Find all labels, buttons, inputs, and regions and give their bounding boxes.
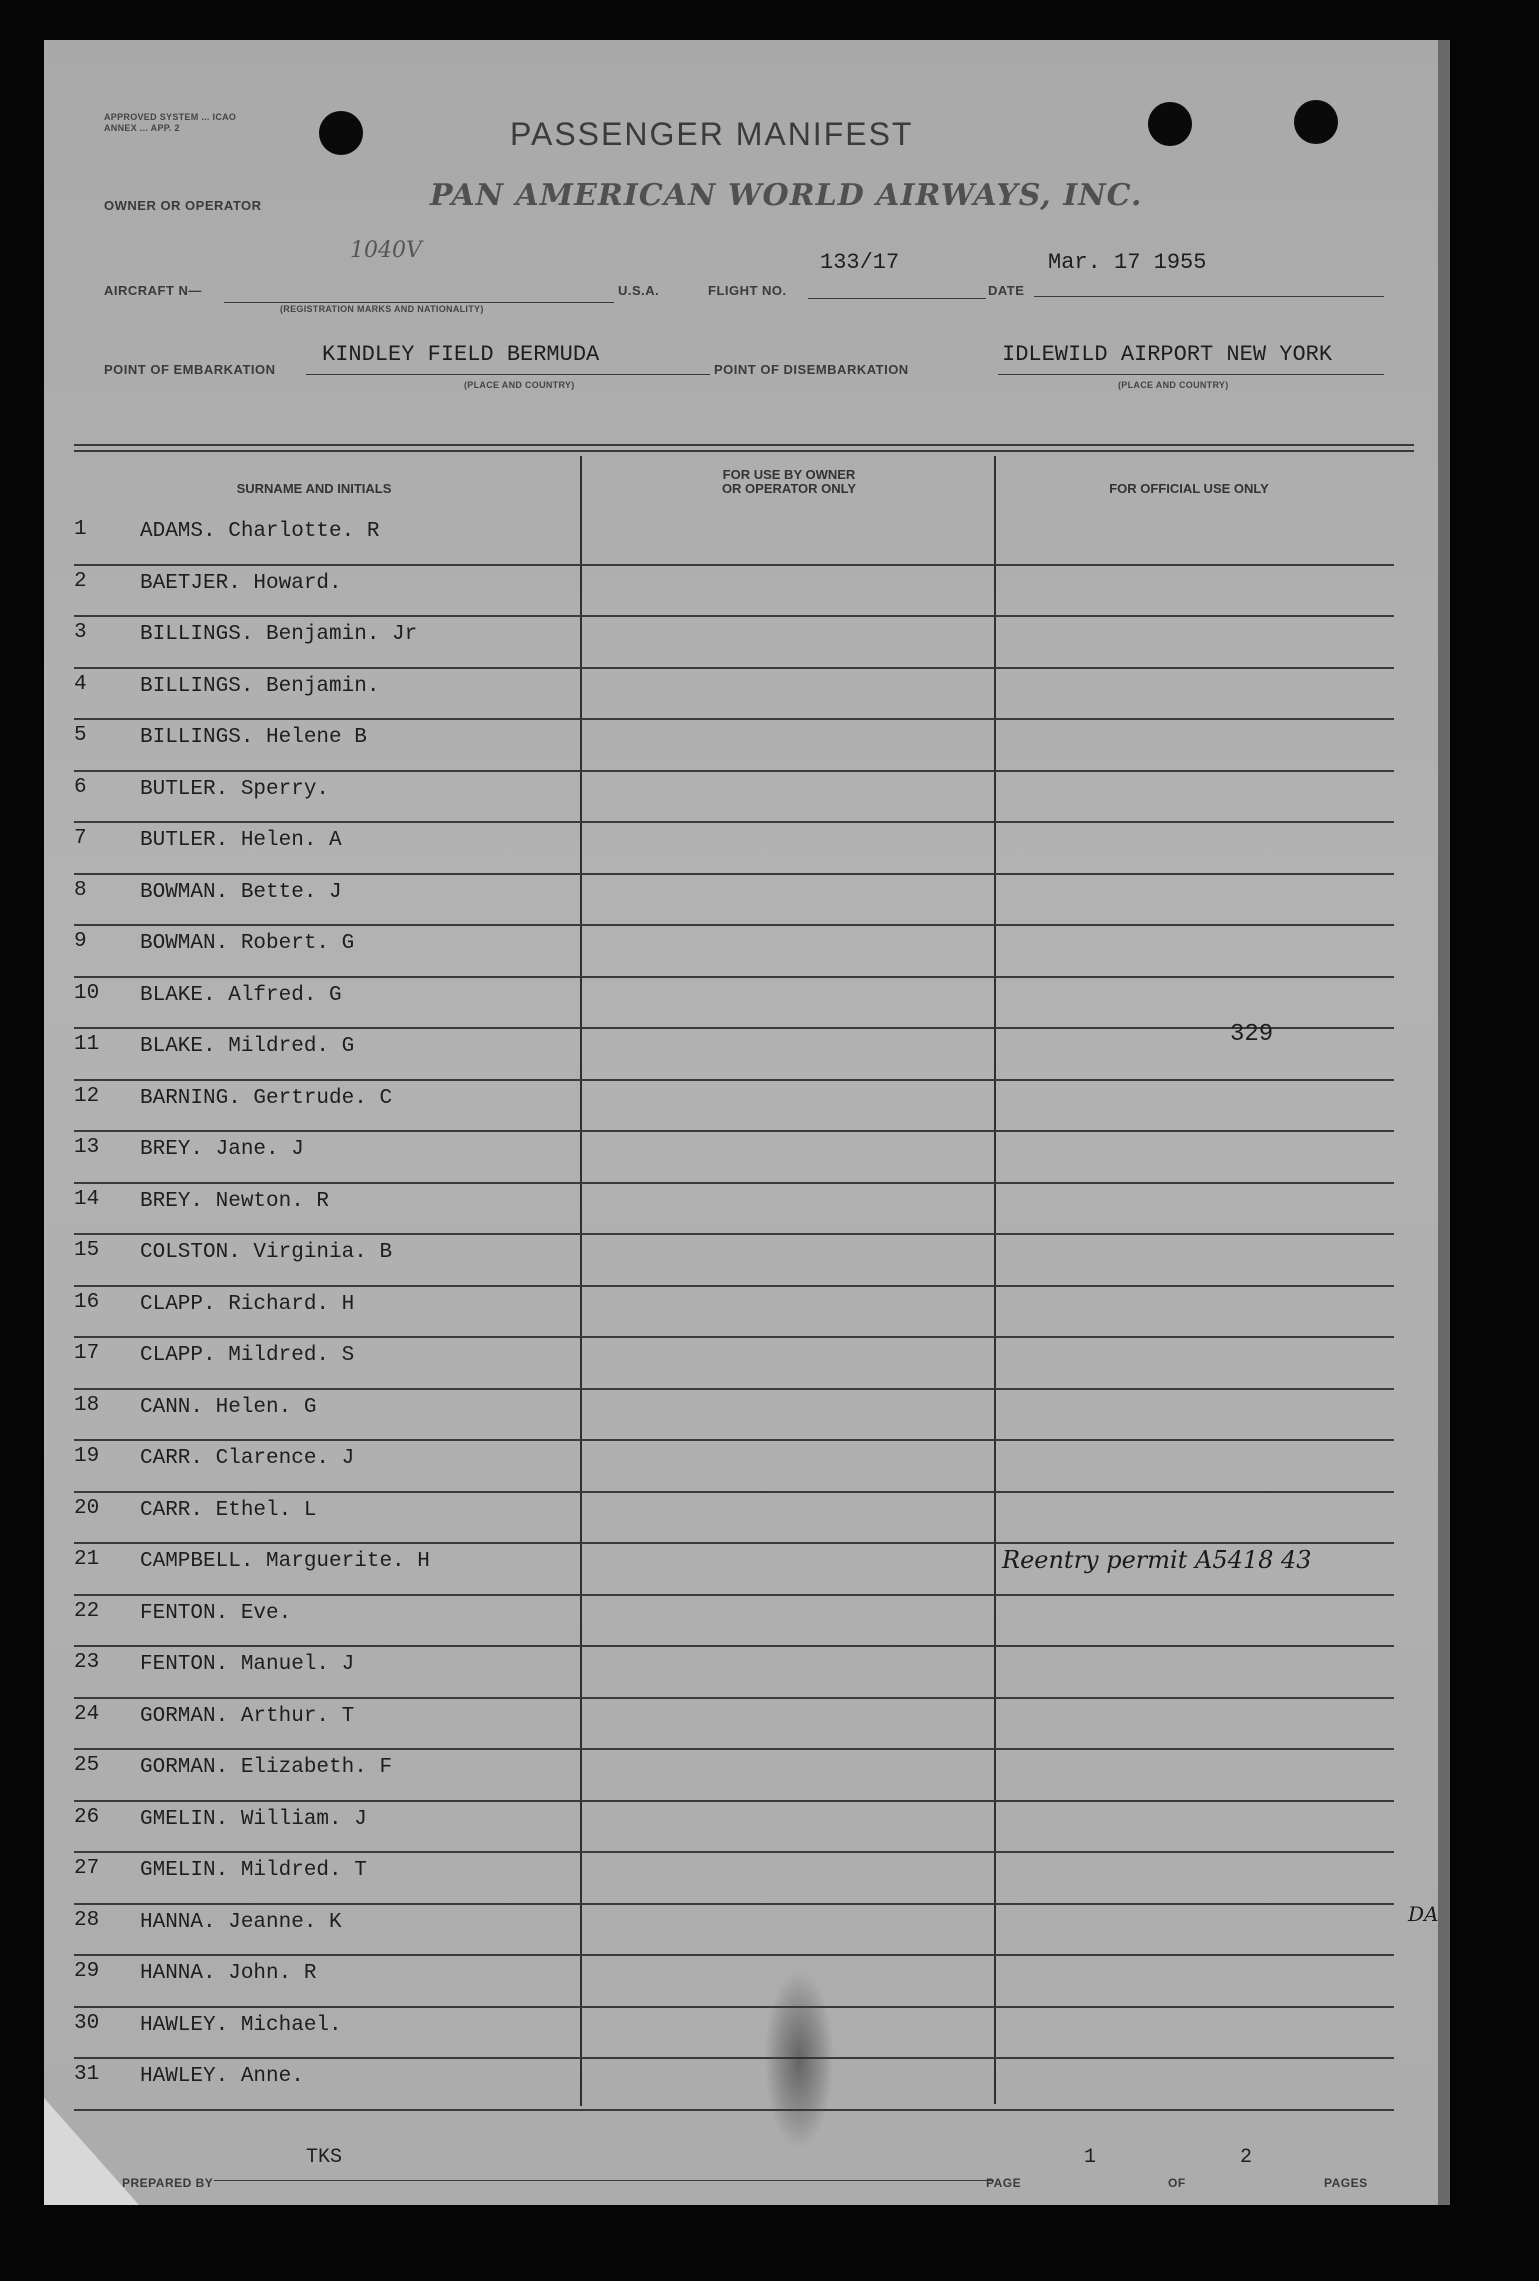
owner-label: OWNER OR OPERATOR (104, 198, 262, 213)
row-rule (74, 1748, 1394, 1750)
embark-note: (PLACE AND COUNTRY) (464, 380, 575, 390)
page-label: PAGE (986, 2176, 1022, 2190)
row-rule (74, 924, 1394, 926)
row-rule (74, 2057, 1394, 2059)
header-rule (74, 444, 1414, 446)
row-rule (74, 615, 1394, 617)
passenger-name: CLAPP. Richard. H (140, 1292, 355, 1316)
passenger-name: BLAKE. Mildred. G (140, 1035, 355, 1058)
row-rule (74, 1388, 1394, 1390)
aircraft-registration: 1040V (350, 238, 422, 263)
table-row (44, 1237, 1424, 1289)
row-number: 29 (74, 1960, 100, 1983)
table-row (44, 1392, 1424, 1444)
passenger-name: GMELIN. Mildred. T (140, 1859, 367, 1882)
row-number: 6 (74, 775, 87, 799)
passenger-name: BOWMAN. Robert. G (140, 932, 355, 955)
row-number: 24 (74, 1702, 100, 1726)
punch-hole (319, 111, 363, 155)
row-rule (74, 2006, 1394, 2008)
row-rule (74, 1542, 1394, 1544)
table-row (44, 2061, 1424, 2113)
row-number: 13 (74, 1136, 100, 1159)
table-row (44, 1752, 1424, 1804)
row-rule (74, 1439, 1394, 1441)
passenger-name: BILLINGS. Benjamin. Jr (140, 623, 418, 646)
official-use-header: FOR OFFICIAL USE ONLY (1109, 481, 1269, 496)
row-number: 15 (74, 1239, 100, 1262)
punch-hole (1148, 102, 1192, 146)
table-row (44, 774, 1424, 826)
row-number: 8 (74, 878, 87, 902)
of-label: OF (1168, 2176, 1186, 2190)
row-number: 10 (74, 981, 100, 1005)
table-row (44, 1134, 1424, 1186)
row-rule (74, 1233, 1394, 1235)
row-rule (74, 1697, 1394, 1699)
row-rule (74, 667, 1394, 669)
flight-number: 133/17 (820, 250, 900, 275)
passenger-name: BOWMAN. Bette. J (140, 880, 342, 904)
surname-header: SURNAME AND INITIALS (236, 481, 392, 496)
table-row (44, 1855, 1424, 1907)
registration-note: (REGISTRATION MARKS AND NATIONALITY) (280, 304, 484, 314)
row-number: 3 (74, 621, 87, 644)
table-row (44, 1443, 1424, 1495)
table-row (44, 1598, 1424, 1650)
disembark-label: POINT OF DISEMBARKATION (714, 362, 909, 377)
total-pages: 2 (1240, 2146, 1253, 2169)
passenger-name: GMELIN. William. J (140, 1807, 367, 1831)
passenger-name: HANNA. Jeanne. K (140, 1910, 342, 1934)
table-row (44, 980, 1424, 1032)
table-row (44, 1289, 1424, 1341)
row-rule (74, 1903, 1394, 1905)
passenger-name: FENTON. Manuel. J (140, 1653, 355, 1676)
passenger-name: BUTLER. Sperry. (140, 777, 330, 801)
passenger-name: BILLINGS. Benjamin. (140, 674, 380, 698)
row-number: 28 (74, 1908, 100, 1932)
passenger-name: CLAPP. Mildred. S (140, 1344, 355, 1367)
row-rule (74, 564, 1394, 566)
page-number: 1 (1084, 2146, 1097, 2169)
pages-label: PAGES (1324, 2176, 1368, 2190)
row-rule (74, 821, 1394, 823)
table-row (44, 568, 1424, 620)
usa-label: U.S.A. (618, 283, 660, 298)
flight-line (808, 298, 986, 299)
passenger-name: GORMAN. Elizabeth. F (140, 1756, 393, 1779)
passenger-name: HANNA. John. R (140, 1962, 317, 1985)
row-number: 26 (74, 1805, 100, 1829)
passenger-name: ADAMS. Charlotte. R (140, 520, 380, 543)
date-label: DATE (988, 283, 1025, 298)
row-number: 23 (74, 1651, 100, 1674)
prepared-by: TKS (306, 2146, 343, 2169)
row-number: 5 (74, 724, 87, 747)
embark-line (306, 374, 710, 375)
row-rule (74, 1336, 1394, 1338)
prepared-line (214, 2180, 994, 2181)
row-number: 14 (74, 1187, 100, 1211)
table-row (44, 825, 1424, 877)
table-row (44, 1649, 1424, 1701)
row-rule (74, 1851, 1394, 1853)
passenger-name: BARNING. Gertrude. C (140, 1086, 393, 1110)
row-rule (74, 1130, 1394, 1132)
table-row (44, 1907, 1424, 1959)
row-number: 2 (74, 569, 87, 593)
passenger-name: CANN. Helen. G (140, 1395, 317, 1419)
passenger-name: BLAKE. Alfred. G (140, 983, 342, 1007)
row-number: 22 (74, 1599, 100, 1623)
page-title: PASSENGER MANIFEST (510, 116, 914, 152)
row-rule (74, 1594, 1394, 1596)
disembark-line (998, 374, 1384, 375)
table-row (44, 1340, 1424, 1392)
row-number: 12 (74, 1084, 100, 1108)
passenger-name: BILLINGS. Helene B (140, 726, 367, 749)
folded-corner (44, 2098, 139, 2205)
passenger-name: BREY. Newton. R (140, 1189, 330, 1213)
row-rule (74, 1027, 1394, 1029)
embark-label: POINT OF EMBARKATION (104, 362, 276, 377)
passenger-name: CAMPBELL. Marguerite. H (140, 1550, 430, 1573)
row-number: 7 (74, 827, 87, 850)
row-number: 9 (74, 930, 87, 953)
row-rule (74, 1079, 1394, 1081)
row-number: 16 (74, 1290, 100, 1314)
official-note: 329 (1230, 1021, 1274, 1048)
table-row (44, 2010, 1424, 2062)
passenger-name: BUTLER. Helen. A (140, 829, 342, 852)
row-number: 20 (74, 1496, 100, 1520)
table-row (44, 1804, 1424, 1856)
row-rule (74, 1800, 1394, 1802)
official-note: Reentry permit A5418 43 (1002, 1546, 1312, 1574)
ink-smudge (764, 1970, 834, 2150)
row-rule (74, 770, 1394, 772)
embark-value: KINDLEY FIELD BERMUDA (322, 342, 600, 367)
row-number: 25 (74, 1754, 100, 1777)
row-number: 30 (74, 2011, 100, 2035)
margin-note: DA (1408, 1902, 1439, 1926)
row-number: 1 (74, 518, 87, 541)
table-row (44, 1546, 1424, 1598)
aircraft-label: AIRCRAFT N— (104, 283, 202, 298)
table-row (44, 1083, 1424, 1135)
manifest-page (44, 40, 1450, 2205)
row-number: 19 (74, 1445, 100, 1468)
passenger-name: CARR. Clarence. J (140, 1447, 355, 1470)
passenger-name: HAWLEY. Anne. (140, 2065, 304, 2088)
table-row (44, 1958, 1424, 2010)
passenger-name: BAETJER. Howard. (140, 571, 342, 595)
passenger-name: GORMAN. Arthur. T (140, 1704, 355, 1728)
row-rule (74, 1491, 1394, 1493)
table-row (44, 877, 1424, 929)
table-row (44, 1186, 1424, 1238)
disembark-value: IDLEWILD AIRPORT NEW YORK (1002, 342, 1333, 367)
passenger-name: FENTON. Eve. (140, 1601, 292, 1625)
passenger-name: CARR. Ethel. L (140, 1498, 317, 1522)
row-number: 18 (74, 1393, 100, 1417)
row-rule (74, 1645, 1394, 1647)
row-rule (74, 873, 1394, 875)
table-row (44, 928, 1424, 980)
owner-use-header: FOR USE BY OWNER OR OPERATOR ONLY (721, 467, 857, 496)
row-number: 4 (74, 672, 87, 696)
row-number: 17 (74, 1342, 100, 1365)
header-rule (74, 450, 1414, 452)
row-rule (74, 1285, 1394, 1287)
row-rule (74, 976, 1394, 978)
passenger-name: COLSTON. Virginia. B (140, 1241, 393, 1264)
punch-hole (1294, 100, 1338, 144)
table-row (44, 516, 1424, 568)
row-rule (74, 2109, 1394, 2111)
row-rule (74, 1182, 1394, 1184)
row-number: 11 (74, 1033, 100, 1056)
flight-label: FLIGHT NO. (708, 283, 787, 298)
approval-note: APPROVED SYSTEM ... ICAO ANNEX ... APP. 2 (104, 112, 237, 133)
row-number: 27 (74, 1857, 100, 1880)
aircraft-line (224, 302, 614, 303)
table-row (44, 722, 1424, 774)
table-row (44, 1021, 1424, 1083)
table-row (44, 1495, 1424, 1547)
date-value: Mar. 17 1955 (1048, 250, 1207, 275)
operator-name: PAN AMERICAN WORLD AIRWAYS, INC. (430, 178, 1143, 213)
row-rule (74, 1954, 1394, 1956)
date-line (1034, 296, 1384, 297)
disembark-note: (PLACE AND COUNTRY) (1118, 380, 1229, 390)
passenger-name: HAWLEY. Michael. (140, 2013, 342, 2037)
table-row (44, 619, 1424, 671)
row-number: 31 (74, 2063, 100, 2086)
table-row (44, 671, 1424, 723)
row-rule (74, 718, 1394, 720)
row-number: 21 (74, 1548, 100, 1571)
passenger-name: BREY. Jane. J (140, 1138, 304, 1161)
table-row (44, 1701, 1424, 1753)
prepared-label: PREPARED BY (122, 2176, 214, 2190)
